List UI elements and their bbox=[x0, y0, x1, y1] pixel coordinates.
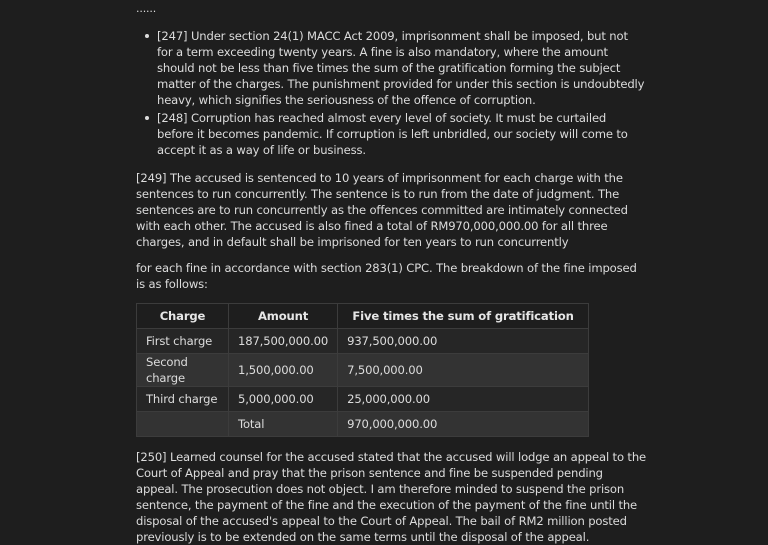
header-amount: Amount bbox=[229, 304, 338, 329]
table-header-row bbox=[137, 304, 589, 329]
table-row bbox=[137, 329, 589, 354]
cell-five-times: 25,000,000.00 bbox=[338, 387, 589, 412]
cell-total-value: 970,000,000.00 bbox=[338, 412, 589, 437]
bullet-list bbox=[136, 28, 646, 158]
header-charge: Charge bbox=[137, 304, 229, 329]
cell-empty bbox=[137, 412, 229, 437]
cell-total-label: Total bbox=[229, 412, 338, 437]
cell-amount: 5,000,000.00 bbox=[229, 387, 338, 412]
fine-breakdown-table bbox=[136, 303, 589, 437]
cell-amount: 187,500,000.00 bbox=[229, 329, 338, 354]
table-lead-in: for each fine in accordance with section 283(1) CPC. The breakdown of the fine imposed is as follows: bbox=[136, 261, 637, 291]
cell-charge: First charge bbox=[137, 329, 229, 354]
table-total-row bbox=[137, 412, 589, 437]
judgment-text bbox=[136, 3, 646, 545]
cell-five-times: 7,500,000.00 bbox=[338, 354, 589, 387]
list-item: [247] Under section 24(1) MACC Act 2009, imprisonment shall be imposed, but not for a term exceeding twenty years. A fine is also mandatory, where the amount should not be less than five times the sum of the gratification forming the subject matter of the charges. The punishment provided for under this section is undoubtedly heavy, which signifies the seriousness of the offence of corruption. bbox=[157, 29, 645, 107]
cell-amount: 1,500,000.00 bbox=[229, 354, 338, 387]
table-row bbox=[137, 354, 589, 387]
list-item: [248] Corruption has reached almost every level of society. It must be curtailed before it becomes pandemic. If corruption is left unbridled, our society will come to accept it as a way of life or business. bbox=[157, 110, 646, 158]
paragraph-249: [249] The accused is sentenced to 10 years of imprisonment for each charge with the sentences to run concurrently. The sentence is to run from the date of judgment. The sentences are to run concurrently as the offences committed are intimately connected with each other. The accused is also fined a total of RM970,000,000.00 for all three charges, and in default shall be imprisoned for ten years to run concurrently bbox=[136, 171, 628, 249]
cell-charge: Second charge bbox=[137, 354, 229, 387]
table-row bbox=[137, 387, 589, 412]
cell-five-times: 937,500,000.00 bbox=[338, 329, 589, 354]
cell-charge: Third charge bbox=[137, 387, 229, 412]
ellipsis: ...... bbox=[136, 2, 157, 15]
header-five-times: Five times the sum of gratification bbox=[338, 304, 589, 329]
paragraph-250: [250] Learned counsel for the accused stated that the accused will lodge an appeal to the Court of Appeal and pray that the prison sentence and fine be suspended pending appeal. The prosecution does not object. I am therefore minded to suspend the prison sentence, the payment of the fine and the execution of the payment of the fine until the disposal of the accused's appeal to the Court of Appeal. The bail of RM2 million posted previously is to be extended on the same terms until the disposal of the appeal. bbox=[136, 450, 647, 544]
